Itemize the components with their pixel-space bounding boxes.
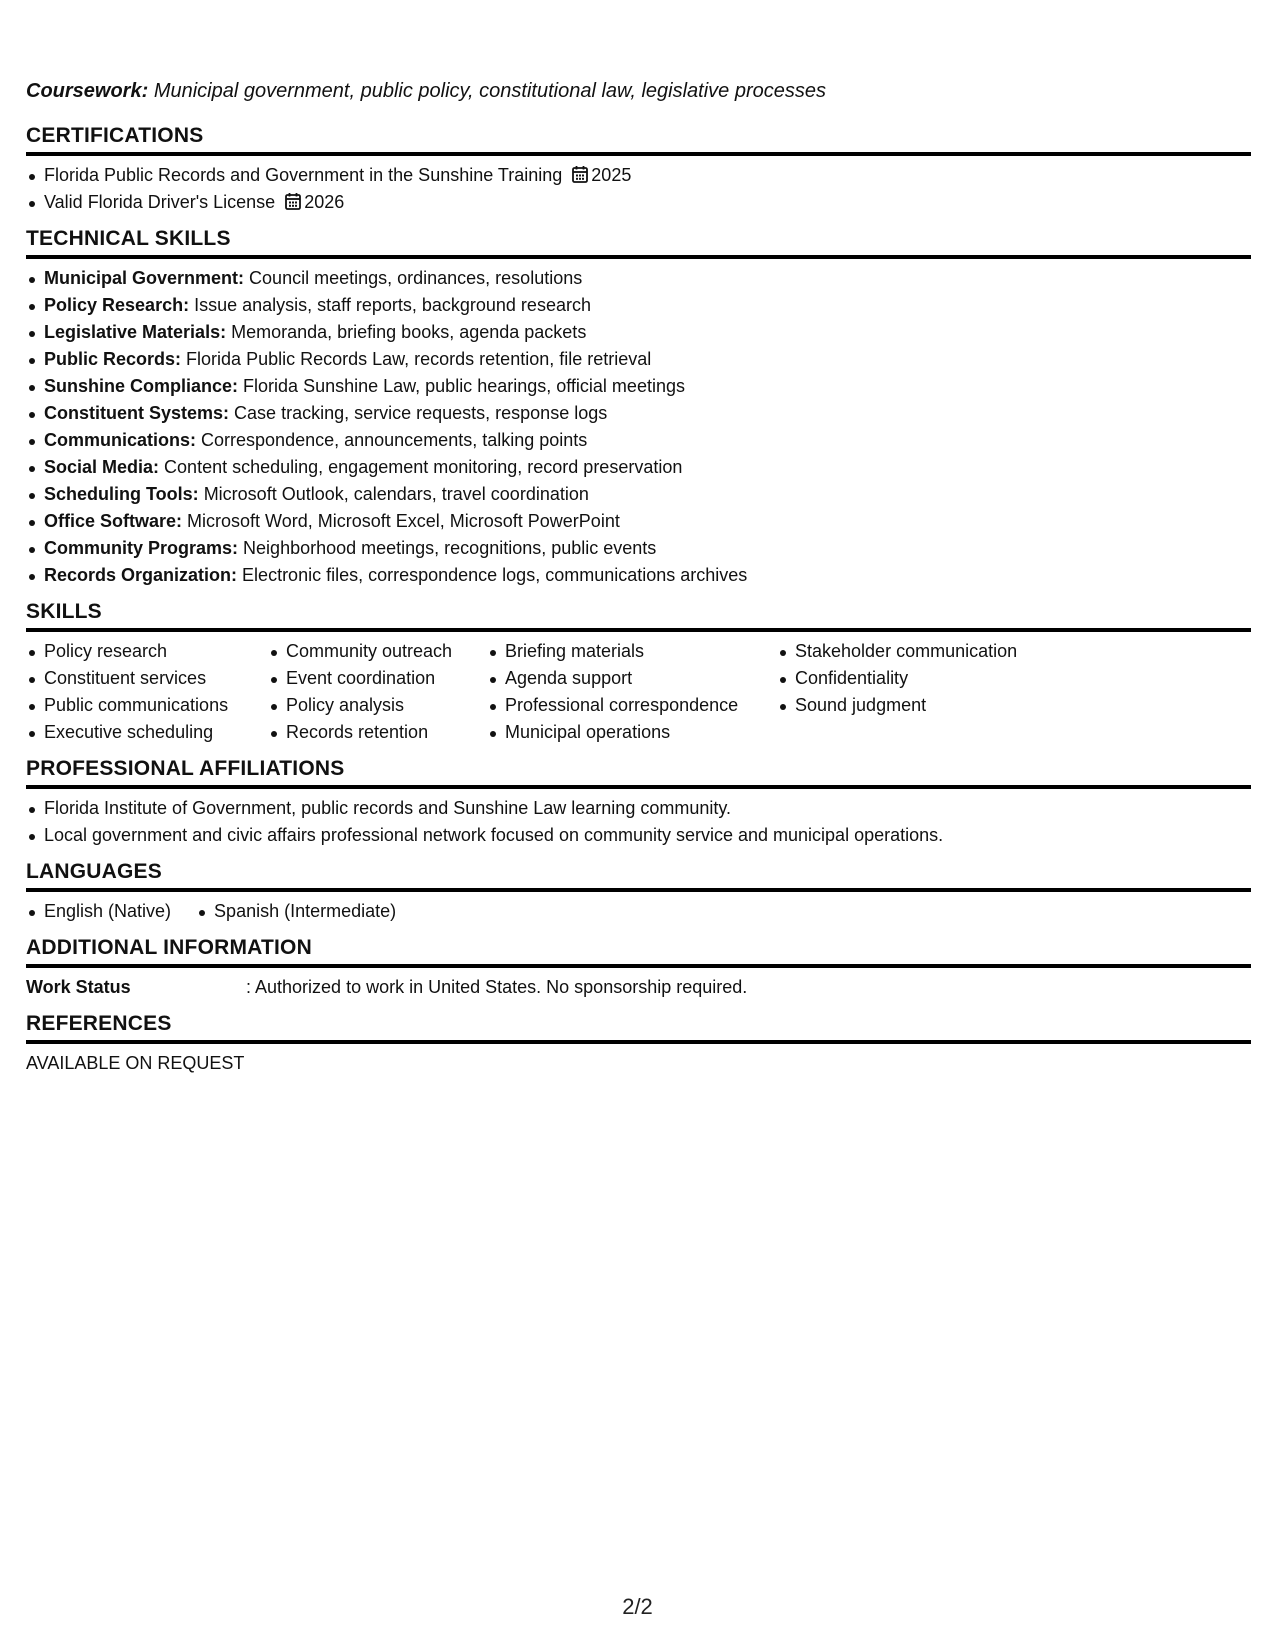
technical-skill-label: Social Media: (44, 457, 160, 477)
technical-skills-list (26, 265, 1251, 589)
technical-skill-label: Public Records: (44, 349, 182, 369)
info-row (26, 974, 1251, 1001)
references-heading: REFERENCES (26, 1010, 1251, 1044)
languages-list (26, 898, 1251, 925)
affiliations-list (26, 795, 1251, 849)
skill-item: Municipal operations (487, 719, 777, 746)
technical-skills-heading: TECHNICAL SKILLS (26, 225, 1251, 259)
skill-item: Briefing materials (487, 638, 777, 665)
languages-section (26, 858, 1251, 925)
certification-year: 2026 (304, 192, 345, 212)
technical-skill-item (26, 562, 1251, 589)
language-item: Spanish (Intermediate) (196, 898, 396, 925)
certification-name: Florida Public Records and Government in the Sunshine Training (44, 165, 563, 185)
technical-skill-item (26, 265, 1251, 292)
technical-skill-item (26, 508, 1251, 535)
skill-item: Policy research (26, 638, 268, 665)
certifications-section (26, 122, 1251, 216)
technical-skill-label: Sunshine Compliance: (44, 376, 239, 396)
technical-skill-label: Legislative Materials: (44, 322, 227, 342)
technical-skill-label: Community Programs: (44, 538, 239, 558)
certifications-list (26, 162, 1251, 216)
technical-skill-item (26, 373, 1251, 400)
page-number: 2/2 (622, 1594, 653, 1619)
certification-item (26, 189, 1251, 216)
technical-skill-text: Council meetings, ordinances, resolutions (249, 268, 583, 288)
skills-column (487, 638, 777, 746)
technical-skill-item (26, 427, 1251, 454)
references-text: AVAILABLE ON REQUEST (26, 1053, 245, 1073)
skill-item: Executive scheduling (26, 719, 268, 746)
skills-grid (26, 638, 1251, 746)
skill-item: Agenda support (487, 665, 777, 692)
languages-heading: LANGUAGES (26, 858, 1251, 892)
technical-skill-item (26, 481, 1251, 508)
calendar-icon (285, 191, 301, 218)
skills-column (777, 638, 1077, 746)
technical-skill-label: Policy Research: (44, 295, 190, 315)
skill-item: Stakeholder communication (777, 638, 1077, 665)
skills-section (26, 598, 1251, 746)
technical-skill-text: Neighborhood meetings, recognitions, public events (243, 538, 657, 558)
work-status-value: : Authorized to work in United States. No sponsorship required. (246, 977, 748, 997)
technical-skill-text: Microsoft Word, Microsoft Excel, Microsoft PowerPoint (187, 511, 620, 531)
certification-item (26, 162, 1251, 189)
coursework-label: Coursework: (26, 80, 149, 102)
skill-item: Confidentiality (777, 665, 1077, 692)
certification-name: Valid Florida Driver's License (44, 192, 276, 212)
technical-skill-label: Office Software: (44, 511, 183, 531)
skill-item: Community outreach (268, 638, 487, 665)
additional-information-heading: ADDITIONAL INFORMATION (26, 934, 1251, 968)
coursework-text: Municipal government, public policy, constitutional law, legislative processes (153, 80, 826, 102)
additional-information-section (26, 934, 1251, 1001)
skills-column (26, 638, 268, 746)
affiliations-heading: PROFESSIONAL AFFILIATIONS (26, 755, 1251, 789)
skill-item: Event coordination (268, 665, 487, 692)
resume-page (26, 77, 1251, 1086)
skill-item: Public communications (26, 692, 268, 719)
technical-skill-label: Municipal Government: (44, 268, 245, 288)
skills-column (268, 638, 487, 746)
certifications-heading: CERTIFICATIONS (26, 122, 1251, 156)
technical-skill-item (26, 292, 1251, 319)
references-section (26, 1010, 1251, 1077)
skill-item: Records retention (268, 719, 487, 746)
technical-skill-text: Microsoft Outlook, calendars, travel coordination (203, 484, 589, 504)
coursework-line (26, 77, 1251, 105)
technical-skill-item (26, 454, 1251, 481)
skills-heading: SKILLS (26, 598, 1251, 632)
technical-skill-text: Florida Public Records Law, records retention, file retrieval (186, 349, 652, 369)
technical-skill-item (26, 346, 1251, 373)
technical-skill-text: Correspondence, announcements, talking points (201, 430, 588, 450)
affiliation-item: Local government and civic affairs professional network focused on community service and municipal operations. (26, 822, 1251, 849)
affiliations-section (26, 755, 1251, 849)
technical-skill-label: Communications: (44, 430, 197, 450)
technical-skill-text: Electronic files, correspondence logs, communications archives (242, 565, 748, 585)
technical-skill-text: Memoranda, briefing books, agenda packets (231, 322, 587, 342)
skill-item: Constituent services (26, 665, 268, 692)
skill-item: Policy analysis (268, 692, 487, 719)
technical-skills-section (26, 225, 1251, 589)
technical-skill-text: Issue analysis, staff reports, background research (194, 295, 591, 315)
technical-skill-label: Scheduling Tools: (44, 484, 199, 504)
work-status-label: Work Status (26, 977, 131, 997)
technical-skill-label: Constituent Systems: (44, 403, 230, 423)
technical-skill-item (26, 535, 1251, 562)
skill-item: Professional correspondence (487, 692, 777, 719)
technical-skill-label: Records Organization: (44, 565, 238, 585)
technical-skill-text: Content scheduling, engagement monitoring, record preservation (164, 457, 683, 477)
language-item: English (Native) (26, 898, 171, 925)
technical-skill-text: Case tracking, service requests, response logs (234, 403, 608, 423)
certification-year: 2025 (591, 165, 632, 185)
technical-skill-item (26, 400, 1251, 427)
technical-skill-item (26, 319, 1251, 346)
affiliation-item: Florida Institute of Government, public records and Sunshine Law learning community. (26, 795, 1251, 822)
technical-skill-text: Florida Sunshine Law, public hearings, official meetings (243, 376, 685, 396)
calendar-icon (572, 164, 588, 191)
skill-item: Sound judgment (777, 692, 1077, 719)
